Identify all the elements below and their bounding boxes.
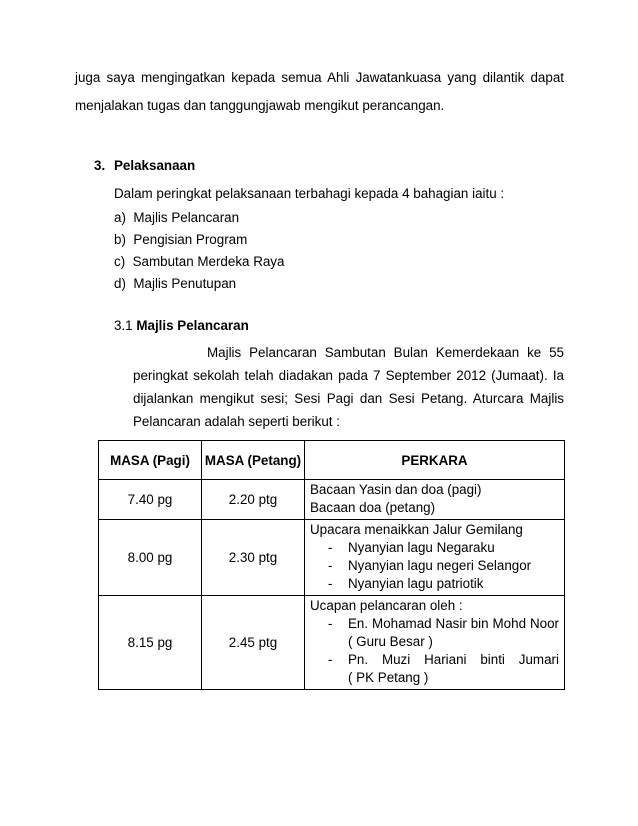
list-marker: b) bbox=[114, 232, 126, 247]
cell-masa-pagi: 8.00 pg bbox=[99, 520, 202, 596]
cell-masa-pagi: 8.15 pg bbox=[99, 596, 202, 690]
perkara-heading: Ucapan pelancaran oleh : bbox=[310, 598, 463, 613]
cell-perkara bbox=[305, 520, 565, 596]
bullet-item bbox=[310, 557, 559, 575]
header-masa-pagi: MASA (Pagi) bbox=[99, 441, 202, 480]
table-row bbox=[99, 596, 565, 690]
subsection-number: 3.1 bbox=[114, 318, 133, 333]
perkara-line: Bacaan doa (petang) bbox=[310, 500, 436, 515]
cell-masa-petang: 2.20 ptg bbox=[202, 480, 305, 520]
para-line-2: peringkat sekolah telah diadakan pada 7 September 2012 (Jumaat). Ia bbox=[133, 368, 564, 383]
table-row bbox=[99, 480, 565, 520]
para-line-3: dijalankan mengikut sesi; Sesi Pagi dan Sesi Petang. Aturcara Majlis bbox=[133, 391, 564, 406]
section-number: 3. bbox=[94, 158, 106, 173]
cell-perkara bbox=[305, 480, 565, 520]
list-item bbox=[114, 210, 239, 225]
header-perkara: PERKARA bbox=[305, 441, 565, 480]
schedule-table bbox=[98, 440, 565, 690]
cell-masa-petang: 2.45 ptg bbox=[202, 596, 305, 690]
list-marker: c) bbox=[114, 254, 126, 269]
bullet-word: Jumari bbox=[518, 652, 559, 667]
perkara-heading: Upacara menaikkan Jalur Gemilang bbox=[310, 522, 523, 537]
list-marker: d) bbox=[114, 276, 126, 291]
bullet-continuation: ( Guru Besar ) bbox=[348, 634, 433, 649]
subsection-title: Majlis Pelancaran bbox=[136, 318, 249, 333]
list-marker: a) bbox=[114, 210, 126, 225]
para-line-1: Majlis Pelancaran Sambutan Bulan Kemerdekaan ke 55 bbox=[207, 345, 564, 360]
bullet-dash: - bbox=[328, 616, 333, 631]
section-title: Pelaksanaan bbox=[114, 158, 196, 173]
bullet-continuation: ( PK Petang ) bbox=[348, 670, 429, 685]
bullet-word: Pn. bbox=[348, 652, 369, 667]
bullet-text: Nyanyian lagu negeri Selangor bbox=[348, 558, 532, 573]
table-row bbox=[99, 520, 565, 596]
bullet-dash: - bbox=[328, 576, 333, 591]
bullet-word: binti bbox=[480, 652, 505, 667]
intro-line-1: juga saya mengingatkan kepada semua Ahli Jawatankuasa yang dilantik dapat bbox=[75, 70, 564, 85]
bullet-item bbox=[310, 575, 559, 593]
section-intro: Dalam peringkat pelaksanaan terbahagi kepada 4 bahagian iaitu : bbox=[114, 186, 505, 201]
para-line-4: Pelancaran adalah seperti berikut : bbox=[133, 414, 340, 429]
cell-masa-petang: 2.30 ptg bbox=[202, 520, 305, 596]
list-text: Sambutan Merdeka Raya bbox=[132, 254, 285, 269]
list-text: Pengisian Program bbox=[133, 232, 248, 247]
intro-line-2: menjalakan tugas dan tanggungjawab mengikut perancangan. bbox=[75, 98, 445, 113]
list-text: Majlis Pelancaran bbox=[133, 210, 240, 225]
cell-masa-pagi: 7.40 pg bbox=[99, 480, 202, 520]
bullet-dash: - bbox=[328, 540, 333, 555]
bullet-word: Muzi bbox=[381, 652, 411, 667]
bullet-text: Nyanyian lagu Negaraku bbox=[348, 540, 495, 555]
list-item bbox=[114, 276, 236, 291]
bullet-item bbox=[310, 651, 559, 669]
bullet-dash: - bbox=[328, 652, 333, 667]
header-masa-petang: MASA (Petang) bbox=[202, 441, 305, 480]
subsection-heading bbox=[114, 318, 249, 333]
bullet-text: En. Mohamad Nasir bin Mohd Noor bbox=[348, 616, 559, 631]
bullet-word: Hariani bbox=[424, 652, 467, 667]
list-text: Majlis Penutupan bbox=[133, 276, 237, 291]
bullet-item bbox=[310, 615, 559, 633]
bullet-item bbox=[310, 539, 559, 557]
bullet-text bbox=[348, 651, 559, 669]
list-item bbox=[114, 232, 247, 247]
cell-perkara bbox=[305, 596, 565, 690]
bullet-text: Nyanyian lagu patriotik bbox=[348, 576, 484, 591]
bullet-dash: - bbox=[328, 558, 333, 573]
table-header-row bbox=[99, 441, 565, 480]
list-item bbox=[114, 254, 284, 269]
perkara-line: Bacaan Yasin dan doa (pagi) bbox=[310, 482, 482, 497]
